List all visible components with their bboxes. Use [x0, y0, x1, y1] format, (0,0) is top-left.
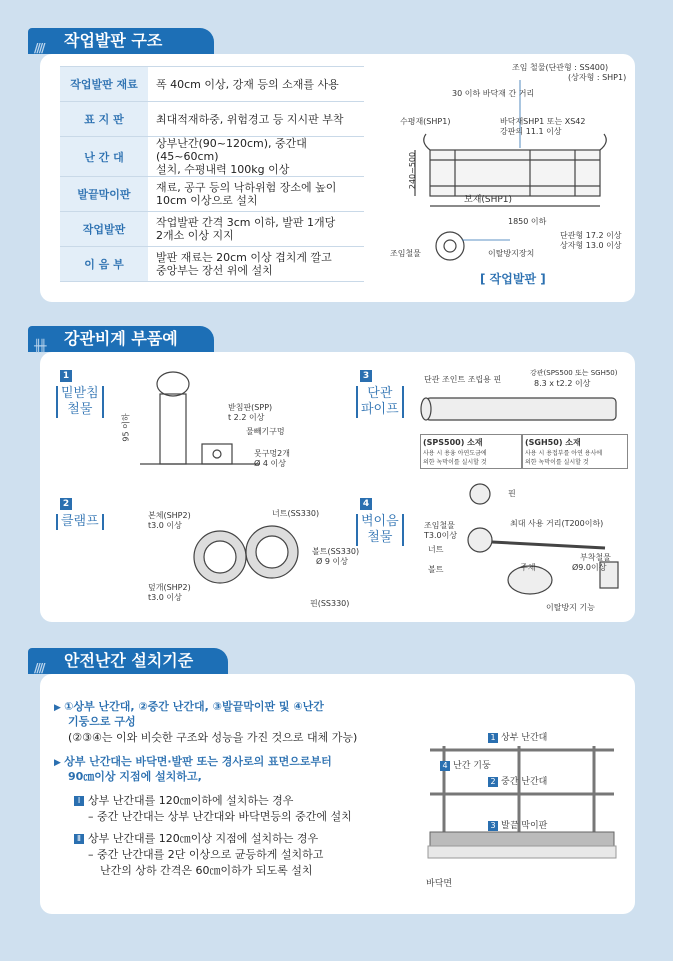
pipe-drawing	[416, 390, 626, 430]
part-number-2: 2	[60, 498, 72, 510]
structure-row	[60, 212, 364, 247]
section-title: 강관비계 부품예	[64, 329, 178, 348]
wall-tie-drawing	[450, 482, 620, 602]
part-name-text: 밑받침 철물	[61, 386, 99, 417]
label-pipe-type2: 상자형 13.0 이상	[560, 241, 622, 250]
rail-label-text: 상부 난간대	[501, 733, 548, 743]
note-title: (SPS500) 소재	[423, 438, 483, 447]
base-label-height: 95 이하	[121, 413, 131, 442]
panel-parts	[40, 352, 635, 622]
number-badge: 4	[440, 761, 450, 771]
pipe-label-material: 강관(SPS500 또는 SGH50)	[530, 369, 618, 377]
label-height: 240~500	[408, 151, 418, 190]
rail-label-text: 중간 난간대	[501, 777, 548, 787]
rule-1-cont: 기둥으로 구성	[68, 715, 136, 728]
base-label-plate: 받침판(SPP)	[228, 403, 273, 412]
tie-label-fitting: 부착철물	[580, 553, 611, 562]
rail-label-toeboard	[488, 818, 547, 831]
case-text: 상부 난간대를 120㎝이하에 설치하는 경우	[88, 794, 294, 807]
clamp-label-nut: 너트(SS330)	[272, 509, 320, 518]
tie-label-bolt: 볼트	[428, 565, 444, 574]
structure-table	[60, 66, 364, 282]
clamp-label-cover: 덮개(SHP2)	[148, 583, 191, 592]
label-deck-thickness: 강판의 11.1 이상	[500, 127, 562, 136]
label-horizontal: 수평재(SHP1)	[400, 117, 451, 126]
pipe-note-sgh	[522, 434, 628, 469]
structure-row-head: 표 지 판	[60, 102, 148, 137]
part-name-text: 벽이음 철물	[361, 514, 399, 545]
section-title: 안전난간 설치기준	[64, 651, 194, 670]
base-label-dia: Ø 4 이상	[254, 459, 286, 468]
label-pipe-type1: 단관형 17.2 이상	[560, 231, 622, 240]
part-number-3: 3	[360, 370, 372, 382]
section-title: 작업발판 구조	[64, 31, 163, 50]
triangle-bullet-icon: ▶	[54, 703, 65, 713]
part-number-4: 4	[360, 498, 372, 510]
case-1-detail: – 중간 난간대는 상부 난간대와 바닥면등의 중간에 설치	[88, 810, 352, 823]
case-2	[74, 832, 318, 846]
note-title: (SGH50) 소재	[525, 438, 581, 447]
tie-label-nut: 너트	[428, 545, 444, 554]
clamp-label-cover-t: t3.0 이상	[148, 593, 182, 602]
part-number-1: 1	[60, 370, 72, 382]
label-deck: 바닥재SHP1 또는 XS42	[500, 117, 586, 126]
rail-label-text: 난간 기둥	[453, 761, 491, 771]
note-line: 사용 시 용융 아연도금에	[423, 450, 487, 457]
structure-row-body: 상부난간(90~120cm), 중간대 (45~60cm) 설치, 수평내력 100kg 이상	[148, 137, 364, 177]
label-hook-box: (상자형 : SHP1)	[568, 73, 627, 82]
rail-label-post	[440, 758, 491, 771]
rail-label-top	[488, 730, 547, 743]
panel-guardrail	[40, 674, 635, 914]
number-badge: 3	[488, 821, 498, 831]
pipe-note-sps	[420, 434, 522, 469]
pipe-label-pin: 단관 조인트 조립용 핀	[424, 375, 502, 384]
section-tab-board-structure	[28, 28, 214, 54]
board-caption: [ 작업발판 ]	[480, 272, 546, 286]
case-2-detail: – 중간 난간대를 2단 이상으로 균등하게 설치하고	[88, 848, 324, 861]
rule-2-cont: 90㎝이상 지점에 설치하고,	[68, 770, 202, 783]
structure-row-body: 작업발판 간격 3cm 이하, 발판 1개당 2개소 이상 지지	[148, 212, 364, 247]
structure-row-body: 폭 40cm 이상, 강재 등의 소재를 사용	[148, 67, 364, 102]
case-1	[74, 794, 293, 808]
rule-2	[54, 755, 332, 770]
tie-label-dia: Ø9.0이상	[572, 563, 607, 572]
part-name-base	[56, 386, 104, 418]
tie-label-max-distance: 최대 사용 거리(T200이하)	[510, 519, 604, 528]
section-tab-guardrail	[28, 648, 228, 674]
structure-row	[60, 102, 364, 137]
structure-row-head: 작업발판 재료	[60, 67, 148, 102]
rule-1-note: (②③④는 이와 비슷한 구조와 성능을 가진 것으로 대체 가능)	[68, 731, 358, 744]
tie-label-main: 주체	[520, 563, 536, 572]
base-label-thickness: t 2.2 이상	[228, 413, 265, 422]
part-name-pipe	[356, 386, 404, 418]
structure-row-body: 재료, 공구 등의 낙하위험 장소에 높이 10cm 이상으로 설치	[148, 177, 364, 212]
structure-row-head: 난 간 대	[60, 137, 148, 177]
structure-row-body: 발판 재료는 20cm 이상 겹치게 깔고 중앙부는 장선 위에 설치	[148, 247, 364, 282]
part-name-wall-tie	[356, 514, 404, 546]
label-beam: 보재(SHP1)	[464, 195, 513, 205]
label-length: 1850 이하	[508, 217, 547, 226]
rule-text: 상부 난간대는 바닥면·발판 또는 경사로의 표면으로부터	[64, 755, 332, 768]
label-stopper: 이탈방지장치	[488, 249, 535, 258]
rule-1	[54, 700, 324, 715]
pipe-label-size: 8.3 x t2.2 이상	[534, 379, 591, 388]
tie-label-stopper: 이탈방지 기능	[546, 603, 595, 612]
part-name-text: 클램프	[61, 514, 99, 529]
rail-label-text: 발끝 막이판	[501, 821, 548, 831]
case-2-detail2: 난간의 상하 간격은 60㎝이하가 되도록 설치	[100, 864, 313, 877]
stripe-icon: ////	[34, 661, 44, 675]
section-tab-parts	[28, 326, 214, 352]
number-badge: 1	[488, 733, 498, 743]
clamp-label-pin: 핀(SS330)	[310, 599, 350, 608]
tie-label-clamp: 조임철물	[424, 521, 455, 530]
base-label-nail: 못구멍2개	[254, 449, 291, 458]
base-label-drain: 물빼기구멍	[246, 427, 285, 436]
part-name-text: 단관 파이프	[361, 386, 399, 417]
structure-row-head: 이 음 부	[60, 247, 148, 282]
number-badge: 2	[488, 777, 498, 787]
structure-row-head: 발끝막이판	[60, 177, 148, 212]
tie-label-thickness: T3.0이상	[424, 531, 458, 540]
guardrail-diagram	[424, 728, 624, 878]
rail-label-floor: 바닥면	[426, 879, 453, 889]
label-clamp: 조임철물	[390, 249, 421, 258]
structure-row	[60, 177, 364, 212]
structure-row	[60, 137, 364, 177]
triangle-bullet-icon: ▶	[54, 758, 65, 768]
panel-board-structure	[40, 54, 635, 302]
case-text: 상부 난간대를 120㎝이상 지점에 설치하는 경우	[88, 832, 319, 845]
rail-label-middle	[488, 774, 547, 787]
clamp-label-bolt: 볼트(SS330)	[312, 547, 360, 556]
structure-row	[60, 67, 364, 102]
roman-2-icon: Ⅱ	[74, 834, 84, 844]
clamp-label-bolt-dia: Ø 9 이상	[316, 557, 348, 566]
part-name-clamp	[56, 514, 104, 530]
note-line: 의한 녹막이를 실시할 것	[423, 459, 487, 466]
clamp-label-body-t: t3.0 이상	[148, 521, 182, 530]
rule-text: ①상부 난간대, ②중간 난간대, ③발끝막이판 및 ④난간	[64, 700, 324, 713]
roman-1-icon: Ⅰ	[74, 796, 84, 806]
label-hook: 조임 철물(단관형 : SS400)	[512, 63, 609, 72]
note-line: 의한 녹막이를 실시할 것	[525, 459, 589, 466]
tie-label-pin: 핀	[508, 489, 516, 498]
structure-row-head: 작업발판	[60, 212, 148, 247]
structure-row-body: 최대적재하중, 위험경고 등 지시판 부착	[148, 102, 364, 137]
label-gap: 30 이하 바닥재 간 거리	[452, 89, 535, 98]
stripe-icon: ////	[34, 41, 44, 55]
scaffold-icon: ╫╫	[34, 339, 45, 353]
clamp-label-body: 본체(SHP2)	[148, 511, 191, 520]
structure-row	[60, 247, 364, 282]
note-line: 사용 시 용접부를 아연 용사에	[525, 450, 603, 457]
